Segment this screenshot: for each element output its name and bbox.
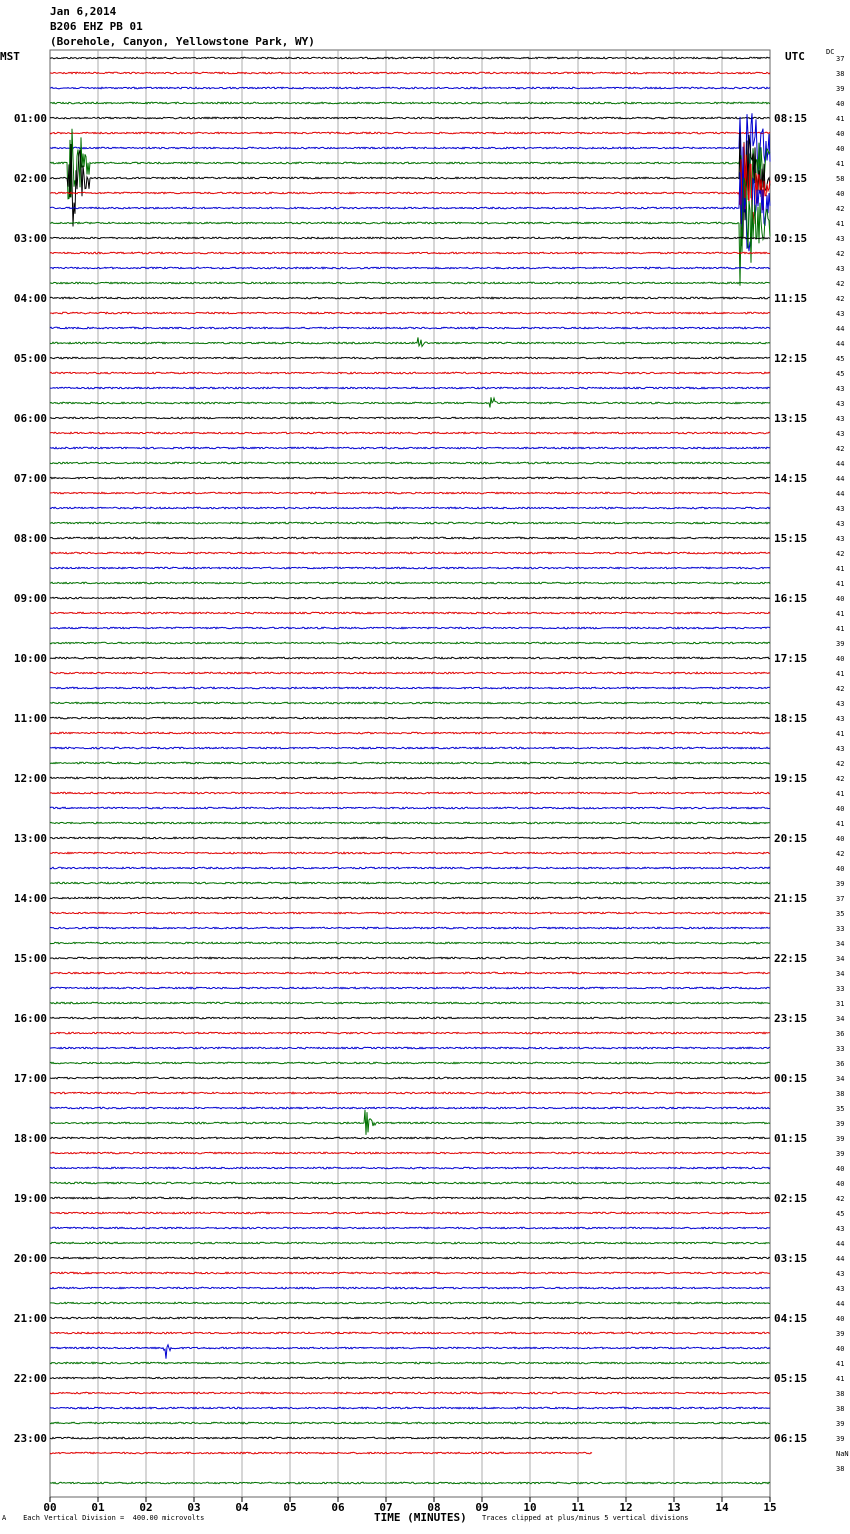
- dc-value: 41: [836, 670, 845, 678]
- dc-value: 41: [836, 580, 845, 588]
- utc-hour-label: 18:15: [774, 712, 808, 725]
- x-tick-label: 13: [667, 1501, 681, 1514]
- dc-value: 44: [836, 325, 845, 333]
- dc-value: 36: [836, 1030, 845, 1038]
- dc-value: 35: [836, 1105, 845, 1113]
- utc-hour-label: 15:15: [774, 532, 808, 545]
- trace-row: [50, 1092, 770, 1094]
- mst-hour-label: 12:00: [13, 772, 47, 785]
- x-tick-label: 15: [763, 1501, 777, 1514]
- trace-row: [50, 867, 770, 869]
- dc-value: 44: [836, 1300, 845, 1308]
- dc-value: 40: [836, 595, 845, 603]
- mst-hour-label: 07:00: [13, 472, 47, 485]
- trace-row: [50, 987, 770, 989]
- dc-value: 43: [836, 310, 845, 318]
- x-axis-title: TIME (MINUTES): [374, 1511, 467, 1524]
- trace-row: [50, 1182, 770, 1184]
- trace-row: [50, 522, 770, 524]
- dc-value: 42: [836, 250, 845, 258]
- dc-value: 37: [836, 55, 845, 63]
- dc-value: 42: [836, 295, 845, 303]
- dc-value: 38: [836, 1465, 845, 1473]
- mst-hour-label: 21:00: [13, 1312, 47, 1325]
- utc-hour-label: 21:15: [774, 892, 808, 905]
- dc-value: 41: [836, 160, 845, 168]
- dc-value: 41: [836, 610, 845, 618]
- dc-value: 35: [836, 910, 845, 918]
- trace-row: [50, 852, 770, 854]
- mst-hour-label: 01:00: [13, 112, 47, 125]
- trace-row: [50, 132, 770, 134]
- x-tick-label: 10: [523, 1501, 537, 1514]
- trace-row: [50, 337, 770, 346]
- dc-value: 31: [836, 1000, 845, 1008]
- dc-value: 41: [836, 1375, 845, 1383]
- dc-value: 40: [836, 1345, 845, 1353]
- trace-row: [50, 792, 770, 794]
- x-tick-label: 03: [187, 1501, 201, 1514]
- trace-row: [50, 537, 770, 539]
- trace-row: [50, 582, 770, 584]
- trace-row: [50, 837, 770, 839]
- trace-row: [50, 1362, 770, 1364]
- trace-row: [50, 552, 770, 554]
- dc-value: 43: [836, 235, 845, 243]
- dc-value: 43: [836, 415, 845, 423]
- trace-row: [50, 282, 770, 284]
- trace-row: [50, 972, 770, 974]
- mst-hour-label: 20:00: [13, 1252, 47, 1265]
- trace-row: [50, 777, 770, 779]
- trace-row: [50, 657, 770, 659]
- scale-text: Each Vertical Division = 400.00 microvolts: [23, 1514, 205, 1522]
- trace-row: [50, 327, 770, 329]
- trace-row: [50, 687, 770, 689]
- mst-hour-label: 23:00: [13, 1432, 47, 1445]
- trace-row: [50, 567, 770, 569]
- trace-row: [50, 1272, 770, 1274]
- dc-value: 43: [836, 1285, 845, 1293]
- x-tick-label: 09: [475, 1501, 489, 1514]
- trace-row: [50, 702, 770, 704]
- dc-value: 33: [836, 1045, 845, 1053]
- trace-row: [50, 1077, 770, 1079]
- dc-value: 41: [836, 565, 845, 573]
- trace-row: [50, 1287, 770, 1289]
- dc-value: 34: [836, 1075, 845, 1083]
- trace-row: [50, 1482, 770, 1484]
- dc-value: 44: [836, 1240, 845, 1248]
- trace-row: [50, 1002, 770, 1004]
- trace-row: [50, 507, 770, 509]
- trace-row: [50, 462, 770, 464]
- mst-hour-label: 08:00: [13, 532, 47, 545]
- utc-hour-label: 13:15: [774, 412, 808, 425]
- trace-row: [50, 117, 770, 119]
- dc-value: 38: [836, 1090, 845, 1098]
- scale-note: [2, 1514, 204, 1522]
- dc-value: 43: [836, 520, 845, 528]
- utc-hour-label: 17:15: [774, 652, 808, 665]
- dc-value: 43: [836, 265, 845, 273]
- dc-value: 58: [836, 175, 845, 183]
- dc-value: 44: [836, 1255, 845, 1263]
- clip-note: Traces clipped at plus/minus 5 vertical divisions: [482, 1514, 689, 1522]
- x-tick-label: 01: [91, 1501, 105, 1514]
- trace-row: [50, 357, 770, 359]
- dc-value: 45: [836, 370, 845, 378]
- mst-hour-label: 09:00: [13, 592, 47, 605]
- dc-value: 42: [836, 550, 845, 558]
- trace-row: [50, 1110, 770, 1135]
- plot-frame: [50, 50, 770, 1497]
- trace-row: [50, 397, 770, 407]
- dc-value: 43: [836, 385, 845, 393]
- utc-hour-label: 02:15: [774, 1192, 808, 1205]
- trace-row: [50, 927, 770, 929]
- utc-hour-label: 20:15: [774, 832, 808, 845]
- trace-row: [50, 1332, 770, 1334]
- mst-hour-label: 14:00: [13, 892, 47, 905]
- trace-row: [50, 942, 770, 944]
- dc-value: 42: [836, 760, 845, 768]
- trace-row: [50, 1107, 770, 1109]
- dc-value: 40: [836, 865, 845, 873]
- utc-hour-label: 09:15: [774, 172, 808, 185]
- dc-value: 39: [836, 1420, 845, 1428]
- dc-value: 43: [836, 745, 845, 753]
- trace-row: [50, 1062, 770, 1064]
- dc-value: 33: [836, 925, 845, 933]
- dc-value: 43: [836, 535, 845, 543]
- dc-value: 42: [836, 775, 845, 783]
- dc-value: 34: [836, 1015, 845, 1023]
- x-tick-label: 00: [43, 1501, 57, 1514]
- x-tick-label: 12: [619, 1501, 633, 1514]
- trace-row: [50, 372, 770, 374]
- dc-value: 44: [836, 475, 845, 483]
- trace-row: [50, 237, 770, 239]
- utc-hour-label: 05:15: [774, 1372, 808, 1385]
- dc-value: 43: [836, 400, 845, 408]
- dc-value: 41: [836, 730, 845, 738]
- trace-row: [50, 252, 770, 254]
- dc-value: 39: [836, 85, 845, 93]
- dc-value: 42: [836, 445, 845, 453]
- dc-value: 45: [836, 1210, 845, 1218]
- dc-value: 34: [836, 955, 845, 963]
- mst-hour-label: 18:00: [13, 1132, 47, 1145]
- trace-row: [50, 87, 770, 89]
- trace-row: [50, 957, 770, 959]
- mst-hour-label: 15:00: [13, 952, 47, 965]
- trace-row: [50, 1377, 770, 1379]
- utc-hour-label: 23:15: [774, 1012, 808, 1025]
- utc-hour-label: 01:15: [774, 1132, 808, 1145]
- dc-value: 44: [836, 340, 845, 348]
- dc-value: 42: [836, 205, 845, 213]
- trace-row: [50, 1212, 770, 1214]
- trace-row: [50, 612, 770, 614]
- dc-value: 40: [836, 805, 845, 813]
- dc-value: 43: [836, 715, 845, 723]
- dc-value: 43: [836, 1270, 845, 1278]
- mst-hour-label: 13:00: [13, 832, 47, 845]
- dc-value: 41: [836, 220, 845, 228]
- x-tick-label: 02: [139, 1501, 153, 1514]
- utc-hour-label: 10:15: [774, 232, 808, 245]
- trace-row: [50, 1302, 770, 1304]
- dc-value: 40: [836, 835, 845, 843]
- trace-row: [50, 1167, 770, 1169]
- dc-value: 42: [836, 1195, 845, 1203]
- trace-row: [50, 882, 770, 884]
- trace-row: [50, 1317, 770, 1319]
- dc-value: 41: [836, 1360, 845, 1368]
- mst-hour-label: 17:00: [13, 1072, 47, 1085]
- trace-row: [50, 762, 770, 764]
- trace-row: [50, 1137, 770, 1139]
- trace-row: [50, 1047, 770, 1049]
- mst-hour-label: 03:00: [13, 232, 47, 245]
- dc-value: 43: [836, 430, 845, 438]
- trace-row: [50, 102, 770, 104]
- utc-hour-label: 14:15: [774, 472, 808, 485]
- trace-row: [50, 747, 770, 749]
- header-location: (Borehole, Canyon, Yellowstone Park, WY): [50, 35, 315, 48]
- dc-value: 42: [836, 850, 845, 858]
- mst-hour-label: 04:00: [13, 292, 47, 305]
- utc-hour-label: 00:15: [774, 1072, 808, 1085]
- mst-hour-label: 02:00: [13, 172, 47, 185]
- left-axis-label: MST: [0, 50, 20, 63]
- trace-row: [50, 1017, 770, 1019]
- trace-row: [50, 717, 770, 719]
- utc-hour-label: 08:15: [774, 112, 808, 125]
- utc-hour-label: 03:15: [774, 1252, 808, 1265]
- x-tick-label: 11: [571, 1501, 585, 1514]
- trace-row: [50, 1257, 770, 1259]
- trace-row: [50, 627, 770, 629]
- trace-row: [50, 1452, 592, 1454]
- x-tick-label: 04: [235, 1501, 249, 1514]
- dc-value: 41: [836, 115, 845, 123]
- x-tick-label: 06: [331, 1501, 345, 1514]
- dc-value: 39: [836, 640, 845, 648]
- trace-row: [50, 1032, 770, 1034]
- mst-hour-label: 11:00: [13, 712, 47, 725]
- dc-value: 39: [836, 1135, 845, 1143]
- trace-row: [50, 492, 770, 494]
- trace-row: [50, 642, 770, 644]
- trace-row: [50, 72, 770, 74]
- utc-hour-label: 11:15: [774, 292, 808, 305]
- x-tick-label: 05: [283, 1501, 297, 1514]
- dc-value: 40: [836, 1315, 845, 1323]
- trace-row: [50, 912, 770, 914]
- dc-value: 42: [836, 280, 845, 288]
- dc-value: 37: [836, 895, 845, 903]
- trace-row: [50, 417, 770, 419]
- dc-value: 41: [836, 790, 845, 798]
- dc-value: 39: [836, 1330, 845, 1338]
- right-axis-label: UTC: [785, 50, 805, 63]
- dc-value: 40: [836, 145, 845, 153]
- dc-value: 36: [836, 1060, 845, 1068]
- trace-row: [50, 1152, 770, 1154]
- dc-value: NaN: [836, 1450, 849, 1458]
- trace-row: [50, 267, 770, 269]
- x-tick-label: 14: [715, 1501, 729, 1514]
- dc-value: 42: [836, 685, 845, 693]
- dc-value: 41: [836, 625, 845, 633]
- dc-value: 38: [836, 1405, 845, 1413]
- trace-row: [50, 132, 770, 246]
- dc-value: 33: [836, 985, 845, 993]
- trace-row: [50, 447, 770, 449]
- trace-row: [50, 732, 770, 734]
- header-station: B206 EHZ PB 01: [50, 20, 143, 33]
- scale-mark: A: [2, 1514, 7, 1522]
- trace-row: [50, 1197, 770, 1199]
- dc-value: 34: [836, 940, 845, 948]
- mst-hour-label: 19:00: [13, 1192, 47, 1205]
- dc-value: 40: [836, 1180, 845, 1188]
- utc-hour-label: 19:15: [774, 772, 808, 785]
- dc-value: 43: [836, 505, 845, 513]
- trace-row: [50, 1407, 770, 1409]
- mst-hour-label: 06:00: [13, 412, 47, 425]
- trace-row: [50, 807, 770, 809]
- mst-hour-label: 10:00: [13, 652, 47, 665]
- utc-hour-label: 12:15: [774, 352, 808, 365]
- dc-value: 39: [836, 1435, 845, 1443]
- dc-value: 40: [836, 100, 845, 108]
- trace-row: [50, 1437, 770, 1439]
- trace-row: [50, 1242, 770, 1244]
- trace-row: [50, 432, 770, 434]
- dc-value: 40: [836, 655, 845, 663]
- trace-row: [50, 822, 770, 824]
- dc-value: 44: [836, 490, 845, 498]
- trace-row: [50, 113, 770, 194]
- dc-value: 41: [836, 820, 845, 828]
- trace-row: [50, 477, 770, 479]
- x-tick-label: 08: [427, 1501, 441, 1514]
- utc-hour-label: 22:15: [774, 952, 808, 965]
- dc-value: 43: [836, 700, 845, 708]
- dc-value: 43: [836, 1225, 845, 1233]
- trace-row: [50, 387, 770, 389]
- dc-value: 45: [836, 355, 845, 363]
- trace-row: [50, 1345, 770, 1359]
- utc-hour-label: 04:15: [774, 1312, 808, 1325]
- trace-row: [50, 1422, 770, 1424]
- dc-label: DC: [826, 48, 835, 56]
- trace-row: [50, 57, 770, 59]
- mst-hour-label: 22:00: [13, 1372, 47, 1385]
- trace-row: [50, 1392, 770, 1394]
- dc-value: 38: [836, 1390, 845, 1398]
- dc-value: 40: [836, 130, 845, 138]
- dc-value: 44: [836, 460, 845, 468]
- dc-value: 39: [836, 880, 845, 888]
- dc-value: 40: [836, 1165, 845, 1173]
- trace-row: [50, 1227, 770, 1229]
- trace-row: [50, 597, 770, 599]
- header-date: Jan 6,2014: [50, 5, 117, 18]
- utc-hour-label: 16:15: [774, 592, 808, 605]
- dc-value: 38: [836, 70, 845, 78]
- trace-row: [50, 297, 770, 299]
- dc-value: 39: [836, 1120, 845, 1128]
- trace-row: [50, 312, 770, 314]
- utc-hour-label: 06:15: [774, 1432, 808, 1445]
- dc-value: 40: [836, 190, 845, 198]
- trace-row: [50, 143, 770, 228]
- dc-value: 39: [836, 1150, 845, 1158]
- trace-row: [50, 897, 770, 899]
- trace-row: [50, 672, 770, 674]
- mst-hour-label: 16:00: [13, 1012, 47, 1025]
- mst-hour-label: 05:00: [13, 352, 47, 365]
- x-tick-label: 07: [379, 1501, 393, 1514]
- dc-value: 34: [836, 970, 845, 978]
